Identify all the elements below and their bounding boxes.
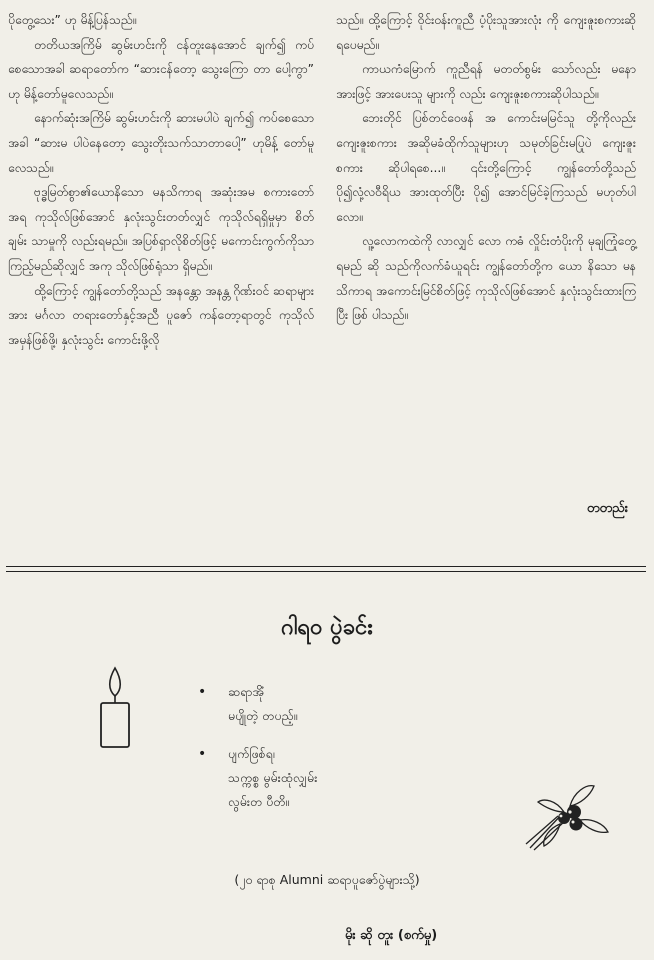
paragraph: တတိယအကြိမ် ဆွမ်းဟင်းကို ငန်တူးနေအောင် ချက်၍ ကပ်စေသောအခါ ဆရာတော်က “ဆားငန်တော့ သွေးကြော တာ ပေါ့ကွာ” ဟု မိန့်တော်မူလေသည်။ bbox=[8, 37, 314, 101]
poem-author: မိုး ဆို တူး (စက်မှု) bbox=[345, 928, 438, 943]
left-text-column bbox=[8, 8, 314, 352]
right-text-column bbox=[336, 8, 636, 328]
poem-dedication: (၂၀ ရာစု Alumni ဆရာပူဇော်ပွဲများသို့) bbox=[234, 872, 420, 887]
paragraph: ဘေးတိုင် ပြစ်တင်ဝေဖန် အ ကောင်းမမြင်သူ တို့ကိုလည်း ကျေးဇူးစကား အဆိုမခံထိုက်သူများဟု သမုတ်ခြင်းမပြုပဲ ကျေးဇူးစကား ဆိုပါရစေ...။ ၎င်းတို့ကြောင့် ကျွန်တော်တို့သည် ပို၍လုံ့လဝီရိယ အားထုတ်ပြီး ပို၍ အောင်မြင်ခဲ့ကြသည် မဟုတ်ပါလော။ bbox=[336, 111, 636, 224]
paragraph: နောက်ဆုံးအကြိမ် ဆွမ်းဟင်းကို ဆားမပါပဲ ချက်၍ ကပ်စေသောအခါ “ဆားမ ပါပဲနေတော့ သွေးတိုးသက်သာတာပေါ့” ဟုမိန့် တော်မူလေသည်။ bbox=[8, 111, 314, 175]
section-divider bbox=[6, 566, 646, 567]
poem-body bbox=[196, 680, 317, 828]
poem-line: သက္ကစ္စ မွမ်းထုံလျှမ်း bbox=[228, 770, 318, 785]
article-signature: တတည်း bbox=[586, 501, 628, 516]
poem-line: ဆရာအိုံ bbox=[228, 684, 264, 699]
poem-line: လွမ်းတ ပီတိ။ bbox=[228, 794, 290, 809]
paragraph: သည်။ ထို့ကြောင့် ဝိုင်းဝန်းကူညီ ပံ့ပိုးသူအားလုံး ကို ကျေးဇူးစကားဆိုရပေမည်။ bbox=[336, 13, 636, 52]
paragraph: ပိုတွေ့သေး” ဟု မိန့်ပြန်သည်။ bbox=[8, 13, 137, 27]
poem-line: မပျိုတဲ့ တပည့်။ bbox=[228, 708, 298, 723]
flower-bouquet-icon bbox=[520, 776, 612, 852]
poem-title: ဂါရဝ ပွဲခင်း bbox=[281, 615, 373, 640]
paragraph: ထို့ကြောင့် ကျွန်တော်တို့သည် အနန္တော အနန္တ ဂိုဏ်းဝင် ဆရာများအား မင်္ဂလာ တရားတော်နှင့်အညီ ပူဇော် ကန်တော့ရာတွင် ကုသိုလ်အမှန်ဖြစ်ဖို့၊ နှလုံးသွင်း ကောင်းဖို့လို bbox=[8, 283, 314, 347]
bullet-icon: • bbox=[198, 746, 207, 762]
section-divider bbox=[6, 571, 646, 572]
poem-line: ပျက်ဖြစ်ရ၊ bbox=[228, 746, 275, 761]
paragraph: ဗုဒ္ဓမြတ်စွာ၏ယောနိသော မနသိကာရ အဆုံးအမ စကားတော်အရ ကုသိုလ်ဖြစ်အောင် နှလုံးသွင်းတတ်လျှင် ကုသိုလ်ရရှိမှုမှာ စိတ်ချမ်း သာမှုကို လည်းရမည်။ အပြစ်ရှာလိုစိတ်ဖြင့် မကောင်းကွက်ကိုသာ ကြည့်မည်ဆိုလျှင် အကု သိုလ်ဖြစ်ရုံသာ ရှိမည်။ bbox=[8, 185, 314, 273]
poem-stanza bbox=[196, 680, 317, 728]
bullet-icon: • bbox=[198, 684, 207, 700]
paragraph: လူ့လောကထဲကို လာလျှင် လော ကဓံ လှိုင်းတံပိုးကို မုချကြုံတွေ့ရမည် ဆို သည်ကိုလက်ခံယူရင်း ကျွန်တော်တို့က ယော နိသော မနသိကာရ အကောင်းမြင်စိတ်ဖြင့် ကုသိုလ်ဖြစ်အောင် နှလုံးသွင်းထားကြပြီး ဖြစ် ပါသည်။ bbox=[336, 234, 636, 323]
poem-stanza bbox=[196, 742, 317, 814]
candle-icon bbox=[98, 666, 132, 750]
paragraph: ကာယကံမြောက် ကူညီရန် မတတ်စွမ်း သော်လည်း မနောအားဖြင့် အားပေးသူ များကို လည်း ကျေးဇူးစကားဆိုပါသည်။ bbox=[336, 62, 636, 101]
